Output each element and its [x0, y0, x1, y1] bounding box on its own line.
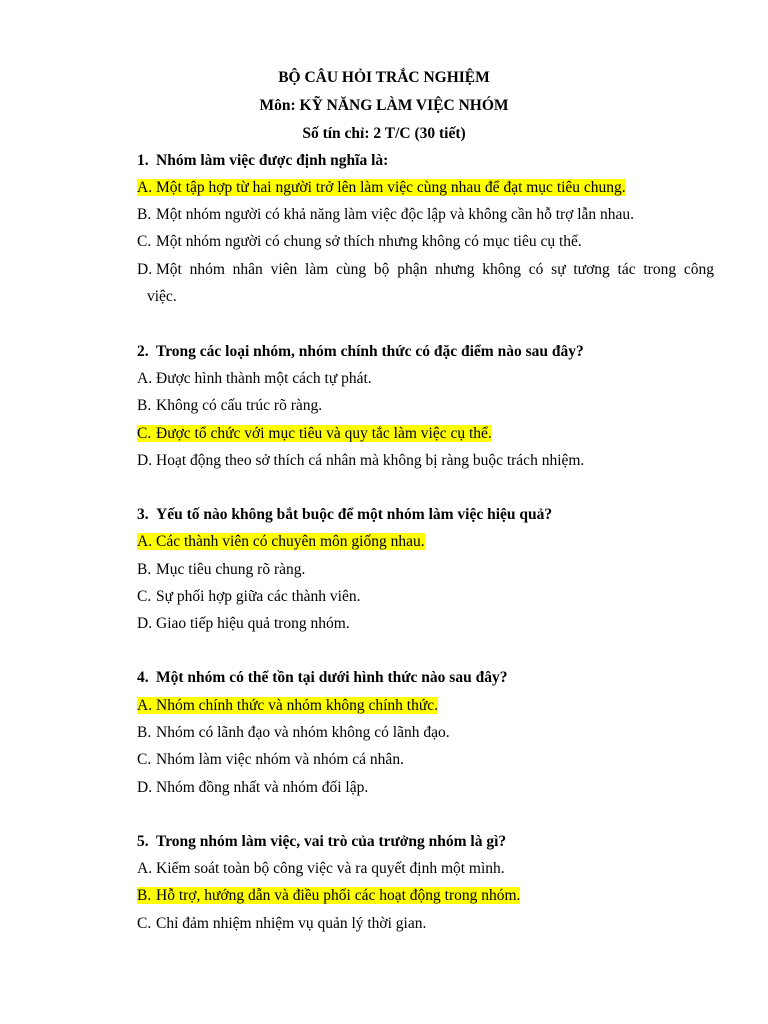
question-number: 1.	[137, 152, 149, 169]
option-letter: C.	[137, 915, 152, 932]
question-5	[137, 832, 714, 852]
highlighted-answer	[137, 425, 492, 442]
question-1-option-d	[137, 260, 714, 280]
option-letter: C.	[137, 233, 152, 250]
question-5-option-a	[137, 859, 714, 879]
option-letter: A.	[137, 697, 153, 714]
option-text: Một nhóm nhân viên làm cùng bộ phận nhưng không có sự tương tác trong công	[156, 261, 714, 278]
option-text: Kiểm soát toàn bộ công việc và ra quyết định một mình.	[156, 860, 505, 877]
option-text: Giao tiếp hiệu quả trong nhóm.	[156, 615, 350, 632]
question-1-option-c	[137, 232, 714, 252]
question-3	[137, 505, 714, 525]
option-text: Nhóm chính thức và nhóm không chính thức.	[156, 697, 438, 714]
question-2-option-a	[137, 369, 714, 389]
question-2-option-c	[137, 424, 714, 444]
question-1-option-d-continued: việc.	[147, 288, 177, 305]
option-letter: B.	[137, 724, 152, 741]
option-text: Mục tiêu chung rõ ràng.	[156, 561, 306, 578]
question-3-option-c	[137, 587, 714, 607]
option-text: Được tổ chức với mục tiêu và quy tắc làm việc cụ thể.	[156, 425, 492, 442]
highlighted-answer	[137, 887, 520, 904]
option-letter: B.	[137, 887, 152, 904]
question-number: 5.	[137, 833, 149, 850]
question-1-option-a	[137, 178, 714, 198]
highlighted-answer	[137, 533, 425, 550]
question-4-option-d	[137, 778, 714, 798]
option-letter: C.	[137, 588, 152, 605]
question-3-option-b	[137, 560, 714, 580]
question-text: Một nhóm có thể tồn tại dưới hình thức nào sau đây?	[156, 669, 508, 686]
option-text: Nhóm đồng nhất và nhóm đối lập.	[156, 779, 369, 796]
option-text: Chỉ đảm nhiệm nhiệm vụ quản lý thời gian.	[156, 915, 427, 932]
question-number: 3.	[137, 506, 149, 523]
question-5-option-c	[137, 914, 714, 934]
option-letter: A.	[137, 533, 153, 550]
option-text: Hoạt động theo sở thích cá nhân mà không bị ràng buộc trách nhiệm.	[156, 452, 585, 469]
document-credits: Số tín chỉ: 2 T/C (30 tiết)	[302, 125, 466, 142]
question-text: Trong các loại nhóm, nhóm chính thức có đặc điểm nào sau đây?	[156, 343, 584, 360]
option-letter: B.	[137, 397, 152, 414]
option-text: Không có cấu trúc rõ ràng.	[156, 397, 323, 414]
option-text: Được hình thành một cách tự phát.	[156, 370, 372, 387]
question-4-option-c	[137, 750, 714, 770]
option-letter: A.	[137, 179, 153, 196]
question-1-option-b	[137, 205, 714, 225]
question-1	[137, 151, 714, 171]
option-letter: D.	[137, 261, 153, 278]
option-text: Nhóm có lãnh đạo và nhóm không có lãnh đạo.	[156, 724, 450, 741]
option-letter: B.	[137, 206, 152, 223]
option-text: Một nhóm người có chung sở thích nhưng không có mục tiêu cụ thể.	[156, 233, 582, 250]
option-text: Một tập hợp từ hai người trở lên làm việc cùng nhau để đạt mục tiêu chung.	[156, 179, 626, 196]
option-letter: B.	[137, 561, 152, 578]
option-letter: A.	[137, 370, 153, 387]
question-2-option-d	[137, 451, 714, 471]
question-3-option-d	[137, 614, 714, 634]
question-4-option-b	[137, 723, 714, 743]
option-letter: C.	[137, 751, 152, 768]
question-number: 2.	[137, 343, 149, 360]
option-text: Các thành viên có chuyên môn giống nhau.	[156, 533, 425, 550]
option-text: Nhóm làm việc nhóm và nhóm cá nhân.	[156, 751, 404, 768]
option-letter: C.	[137, 425, 152, 442]
option-letter: D.	[137, 615, 153, 632]
question-5-option-b	[137, 886, 714, 906]
question-text: Yếu tố nào không bắt buộc để một nhóm làm việc hiệu quả?	[156, 506, 553, 523]
question-text: Nhóm làm việc được định nghĩa là:	[156, 152, 389, 169]
highlighted-answer	[137, 697, 438, 714]
question-2-option-b	[137, 396, 714, 416]
option-letter: D.	[137, 779, 153, 796]
question-number: 4.	[137, 669, 149, 686]
option-text: Một nhóm người có khả năng làm việc độc lập và không cần hỗ trợ lẫn nhau.	[156, 206, 635, 223]
option-letter: D.	[137, 452, 153, 469]
question-4	[137, 668, 714, 688]
option-text: Hỗ trợ, hướng dẫn và điều phối các hoạt động trong nhóm.	[156, 887, 521, 904]
option-letter: A.	[137, 860, 153, 877]
question-4-option-a	[137, 696, 714, 716]
highlighted-answer	[137, 179, 626, 196]
question-3-option-a	[137, 532, 714, 552]
option-text: Sự phối hợp giữa các thành viên.	[156, 588, 361, 605]
question-2	[137, 342, 714, 362]
question-text: Trong nhóm làm việc, vai trò của trưởng nhóm là gì?	[156, 833, 507, 850]
document-subject: Môn: KỸ NĂNG LÀM VIỆC NHÓM	[259, 97, 509, 114]
document-title: BỘ CÂU HỎI TRẮC NGHIỆM	[278, 69, 490, 86]
